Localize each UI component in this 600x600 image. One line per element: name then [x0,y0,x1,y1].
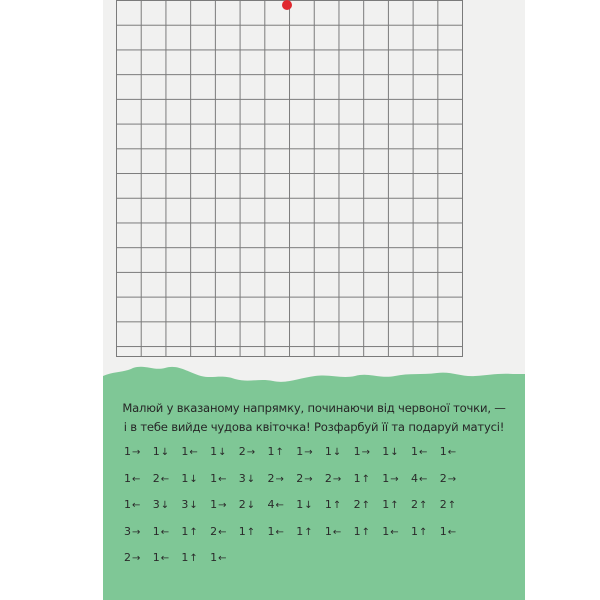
step-arrow-icon: ← [218,473,227,485]
direction-step [325,523,355,541]
direction-step [181,496,211,514]
step-count: 2 [152,471,160,485]
step-count: 1 [210,551,218,564]
direction-step [268,443,298,461]
step-arrow-icon: → [304,447,313,458]
step-arrow-icon: ↑ [304,526,313,538]
direction-step [382,496,412,514]
step-count: 3 [181,498,189,511]
step-count: 1 [439,524,447,538]
direction-step [153,443,183,461]
step-count: 1 [152,524,160,538]
direction-step [210,470,240,488]
step-arrow-icon: ↑ [361,500,370,511]
step-arrow-icon: ↑ [419,500,428,511]
step-count: 1 [267,524,275,538]
step-count: 1 [124,471,131,485]
direction-step [296,523,326,541]
step-count: 1 [181,445,189,458]
step-arrow-icon: ↑ [447,500,457,511]
step-arrow-icon: → [132,447,141,458]
step-arrow-icon: ← [160,473,170,485]
direction-step [411,496,441,514]
step-count: 1 [324,445,332,458]
step-count: 4 [411,471,418,485]
step-arrow-icon: ← [132,473,141,485]
step-count: 1 [238,524,246,538]
step-count: 1 [124,445,131,458]
step-arrow-icon: ← [447,526,457,538]
step-count: 1 [382,445,390,458]
step-arrow-icon: ← [218,553,227,564]
step-count: 3 [124,524,131,538]
direction-step [411,470,441,488]
step-count: 1 [210,471,218,485]
direction-step [239,496,269,514]
step-arrow-icon: → [332,473,342,485]
worksheet-page [103,0,525,600]
step-arrow-icon: ↓ [218,447,227,458]
step-arrow-icon: → [246,447,256,458]
direction-step [210,496,240,514]
direction-step [181,549,211,567]
step-row [124,523,484,550]
step-count: 1 [382,524,390,538]
step-count: 1 [382,498,390,511]
step-arrow-icon: ↑ [275,447,284,458]
direction-step [440,496,470,514]
direction-step [153,549,183,567]
direction-steps [124,443,484,576]
step-arrow-icon: ↑ [419,526,428,538]
direction-step [124,523,154,541]
step-arrow-icon: ↓ [189,473,198,485]
step-arrow-icon: ↓ [246,473,256,485]
direction-step [411,443,441,461]
step-count: 1 [181,551,189,564]
step-count: 2 [296,471,304,485]
step-count: 2 [324,471,332,485]
step-count: 1 [296,524,304,538]
direction-step [411,523,441,541]
step-arrow-icon: ↑ [332,500,342,511]
direction-step [268,496,298,514]
direction-step [354,443,384,461]
step-count: 1 [439,445,447,458]
direction-step [296,443,326,461]
step-arrow-icon: → [132,526,141,538]
direction-step [124,549,154,567]
step-count: 2 [439,471,447,485]
direction-step [354,496,384,514]
step-arrow-icon: → [132,553,141,564]
step-arrow-icon: ← [447,447,457,458]
direction-step [382,443,412,461]
step-arrow-icon: ↓ [390,447,399,458]
step-arrow-icon: ← [390,526,399,538]
step-arrow-icon: ← [275,500,284,511]
instruction-text [103,399,525,437]
step-arrow-icon: → [390,473,399,485]
step-count: 2 [411,498,418,511]
step-count: 1 [353,524,361,538]
step-arrow-icon: → [361,447,370,458]
step-count: 2 [267,471,275,485]
direction-step [210,443,240,461]
step-arrow-icon: → [304,473,313,485]
direction-step [181,443,211,461]
step-count: 1 [210,445,218,458]
instruction-line-2: і в тебе вийде чудова квіточка! Розфарбуй її та подаруй матусі! [123,420,505,434]
step-arrow-icon: ← [189,447,198,458]
direction-step [153,523,183,541]
step-arrow-icon: ↓ [160,500,170,511]
direction-step [382,523,412,541]
step-count: 1 [152,445,160,458]
step-arrow-icon: ← [160,526,170,538]
step-count: 2 [238,445,246,458]
step-count: 1 [152,551,160,564]
step-arrow-icon: ↑ [189,526,198,538]
direction-step [325,496,355,514]
step-arrow-icon: ↓ [246,500,256,511]
step-count: 1 [353,445,361,458]
direction-step [440,443,470,461]
direction-step [153,496,183,514]
step-count: 2 [124,551,131,564]
step-count: 3 [152,498,160,511]
step-count: 1 [181,471,189,485]
direction-step [181,523,211,541]
step-arrow-icon: ↓ [189,500,198,511]
step-arrow-icon: ← [160,553,170,564]
instruction-line-1: Малюй у вказаному напрямку, починаючи від червоної точки, — [122,401,506,415]
direction-step [239,470,269,488]
step-arrow-icon: ↓ [160,447,170,458]
direction-step [325,443,355,461]
step-count: 1 [411,445,418,458]
step-count: 1 [324,498,332,511]
step-count: 1 [324,524,332,538]
step-count: 4 [267,498,275,511]
direction-step [181,470,211,488]
step-arrow-icon: ← [419,447,428,458]
step-count: 2 [210,524,218,538]
step-count: 2 [353,498,361,511]
step-count: 1 [296,445,304,458]
direction-step [124,496,154,514]
step-arrow-icon: ← [332,526,342,538]
step-arrow-icon: ← [132,500,141,511]
direction-step [440,470,470,488]
step-arrow-icon: ↑ [246,526,256,538]
step-arrow-icon: → [447,473,457,485]
step-arrow-icon: → [275,473,284,485]
direction-step [210,549,240,567]
step-arrow-icon: ← [218,526,227,538]
step-count: 2 [439,498,447,511]
step-arrow-icon: ↑ [390,500,399,511]
step-count: 1 [296,498,304,511]
step-arrow-icon: ← [275,526,284,538]
direction-step [354,523,384,541]
step-count: 1 [124,498,131,511]
direction-step [153,470,183,488]
direction-step [124,443,154,461]
step-arrow-icon: ↓ [304,500,313,511]
step-arrow-icon: ↑ [189,553,198,564]
step-arrow-icon: ↓ [332,447,342,458]
step-count: 1 [382,471,390,485]
step-count: 1 [210,498,218,511]
step-arrow-icon: ↑ [361,526,370,538]
step-count: 1 [353,471,361,485]
step-arrow-icon: ← [419,473,428,485]
step-arrow-icon: → [218,500,227,511]
direction-step [440,523,470,541]
step-count: 1 [411,524,418,538]
step-row [124,549,484,576]
direction-step [296,470,326,488]
direction-step [268,523,298,541]
direction-step [239,523,269,541]
direction-step [296,496,326,514]
step-arrow-icon: ↑ [361,473,370,485]
direction-step [239,443,269,461]
direction-step [210,523,240,541]
step-count: 2 [238,498,246,511]
step-count: 3 [238,471,246,485]
step-row [124,443,484,470]
direction-step [325,470,355,488]
step-row [124,470,484,497]
step-row [124,496,484,523]
direction-step [382,470,412,488]
direction-step [124,470,154,488]
step-count: 1 [181,524,189,538]
direction-step [354,470,384,488]
step-count: 1 [267,445,275,458]
direction-step [268,470,298,488]
